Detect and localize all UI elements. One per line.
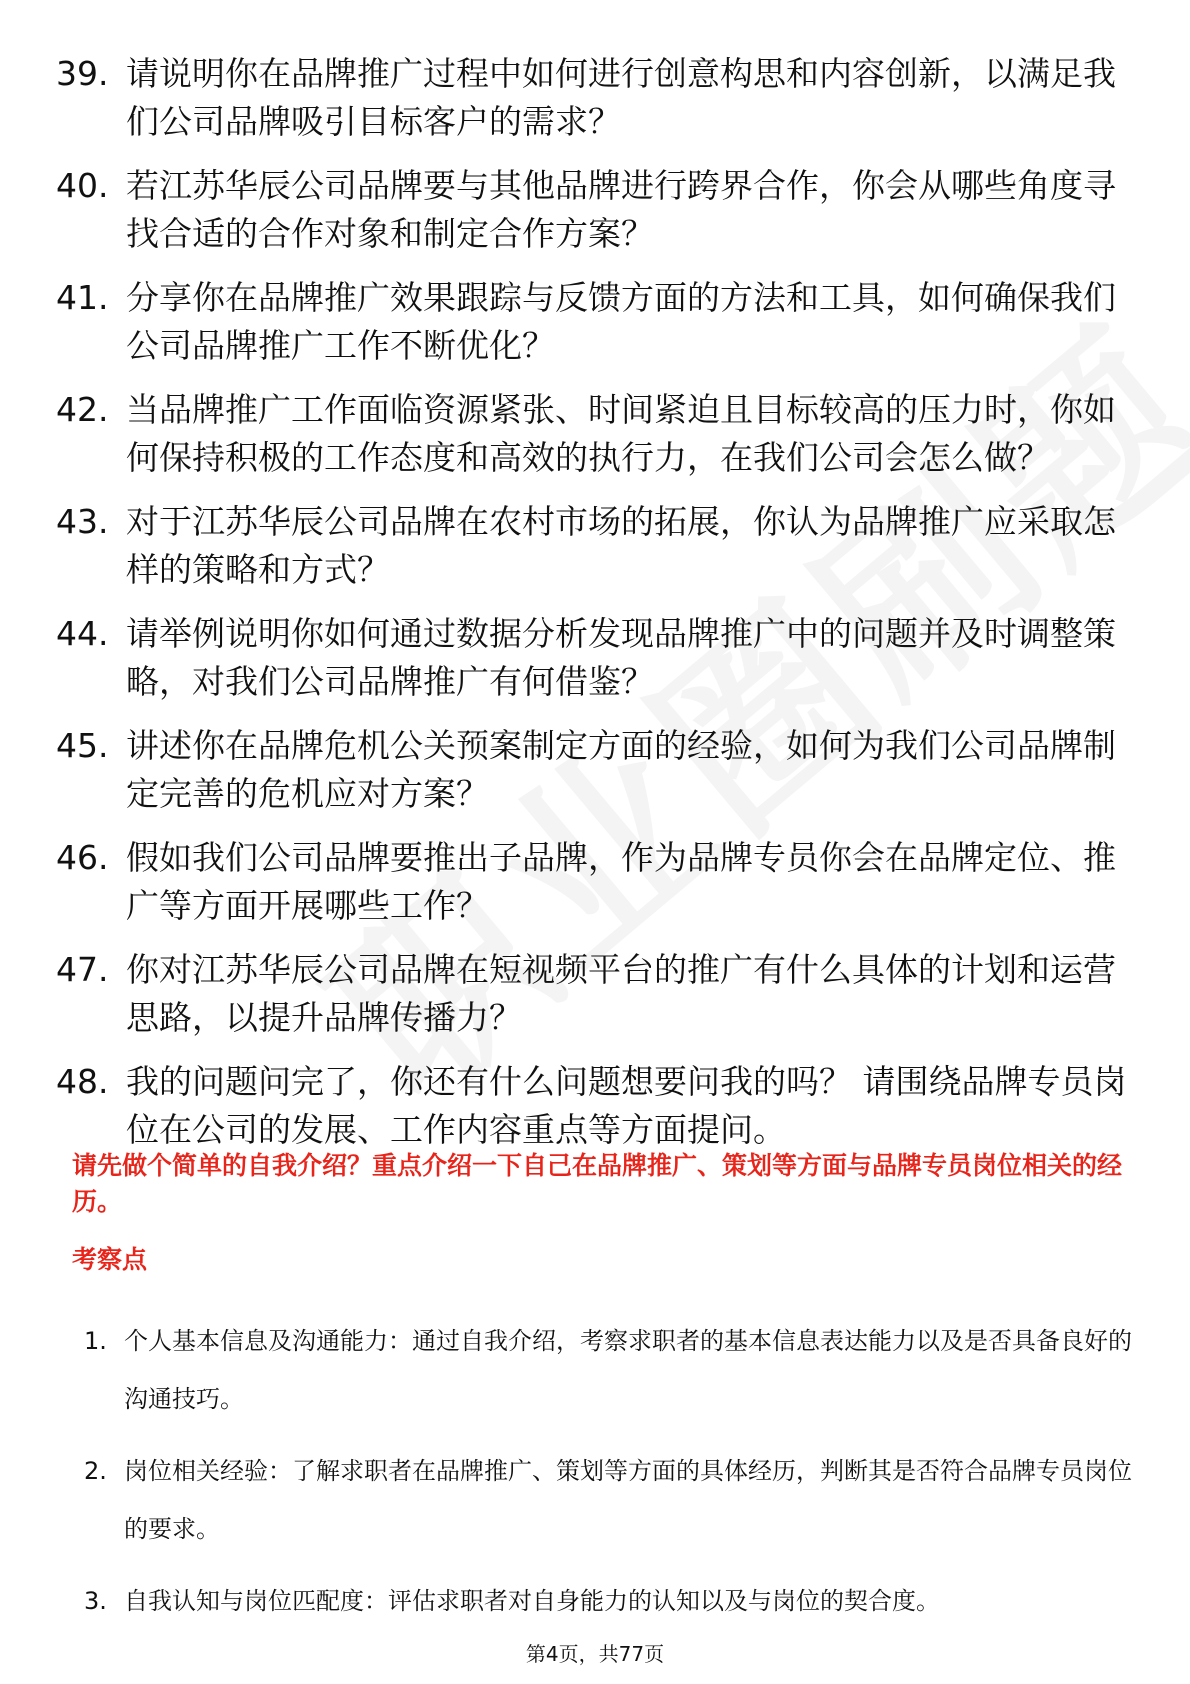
question-list <box>56 50 1136 1170</box>
question-text: 请说明你在品牌推广过程中如何进行创意构思和内容创新，以满足我们公司品牌吸引目标客户的需求？ <box>126 54 1116 141</box>
question-text: 当品牌推广工作面临资源紧张、时间紧迫且目标较高的压力时，你如何保持积极的工作态度和高效的执行力，在我们公司会怎么做？ <box>126 390 1116 477</box>
assessment-point <box>84 1312 1134 1428</box>
question-text: 你对江苏华辰公司品牌在短视频平台的推广有什么具体的计划和运营思路，以提升品牌传播力？ <box>126 950 1116 1037</box>
question-number: 46. <box>56 838 109 877</box>
point-number: 2. <box>84 1457 107 1485</box>
question-number: 45. <box>56 726 109 765</box>
point-text: 自我认知与岗位匹配度：评估求职者对自身能力的认知以及与岗位的契合度。 <box>124 1587 940 1615</box>
question-text: 对于江苏华辰公司品牌在农村市场的拓展，你认为品牌推广应采取怎样的策略和方式？ <box>126 502 1116 589</box>
point-text: 个人基本信息及沟通能力：通过自我介绍，考察求职者的基本信息表达能力以及是否具备良好的沟通技巧。 <box>124 1327 1132 1413</box>
question-item <box>56 946 1136 1042</box>
question-text: 分享你在品牌推广效果跟踪与反馈方面的方法和工具，如何确保我们公司品牌推广工作不断优化？ <box>126 278 1116 365</box>
question-number: 39. <box>56 54 109 93</box>
question-item <box>56 162 1136 258</box>
assessment-point <box>84 1572 1134 1630</box>
question-item <box>56 834 1136 930</box>
point-text: 岗位相关经验：了解求职者在品牌推广、策划等方面的具体经历，判断其是否符合品牌专员岗位的要求。 <box>124 1457 1132 1543</box>
question-number: 40. <box>56 166 109 205</box>
point-number: 3. <box>84 1587 107 1615</box>
question-item <box>56 722 1136 818</box>
page-footer: 第4页，共77页 <box>525 1642 665 1666</box>
question-item <box>56 386 1136 482</box>
question-item <box>56 498 1136 594</box>
section-title: 请先做个简单的自我介绍？重点介绍一下自己在品牌推广、策划等方面与品牌专员岗位相关的经历。 <box>72 1151 1123 1216</box>
question-item <box>56 50 1136 146</box>
question-text: 若江苏华辰公司品牌要与其他品牌进行跨界合作，你会从哪些角度寻找合适的合作对象和制定合作方案？ <box>126 166 1116 253</box>
point-number: 1. <box>84 1327 107 1355</box>
assessment-point <box>84 1442 1134 1558</box>
question-number: 42. <box>56 390 109 429</box>
section-subtitle: 考察点 <box>72 1245 148 1274</box>
question-item <box>56 610 1136 706</box>
question-number: 41. <box>56 278 109 317</box>
question-number: 48. <box>56 1062 109 1101</box>
question-item <box>56 274 1136 370</box>
question-text: 讲述你在品牌危机公关预案制定方面的经验，如何为我们公司品牌制定完善的危机应对方案？ <box>126 726 1116 813</box>
question-text: 我的问题问完了，你还有什么问题想要问我的吗？ 请围绕品牌专员岗位在公司的发展、工作内容重点等方面提问。 <box>126 1062 1127 1149</box>
question-item <box>56 1058 1136 1154</box>
assessment-points <box>84 1312 1134 1644</box>
question-number: 44. <box>56 614 109 653</box>
question-text: 假如我们公司品牌要推出子品牌，作为品牌专员你会在品牌定位、推广等方面开展哪些工作？ <box>126 838 1116 925</box>
question-number: 47. <box>56 950 109 989</box>
question-text: 请举例说明你如何通过数据分析发现品牌推广中的问题并及时调整策略，对我们公司品牌推广有何借鉴？ <box>126 614 1116 701</box>
question-number: 43. <box>56 502 109 541</box>
